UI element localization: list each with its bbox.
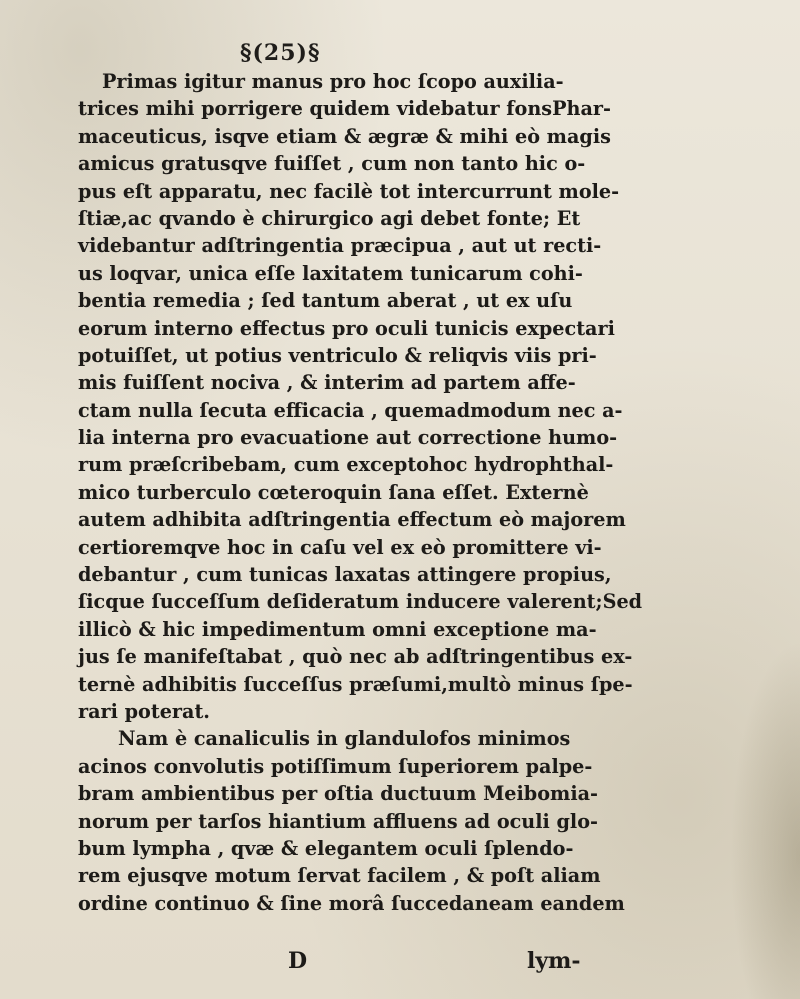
text-line: ctam nulla ſecuta efficacia , quemadmodum nec a- <box>78 398 623 422</box>
text-line: acinos convolutis potiſſimum ſuperiorem palpe- <box>78 754 593 778</box>
text-line: maceuticus, isqve etiam & ægræ & mihi eò magis <box>78 124 611 148</box>
body-text <box>78 68 678 917</box>
page-stain <box>730 640 800 999</box>
text-line: mis fuiſſent nociva , & interim ad partem affe- <box>78 371 576 395</box>
text-line: bram ambientibus per oſtia ductuum Meibomia- <box>78 782 599 806</box>
text-line: Primas igitur manus pro hoc ſcopo auxilia- <box>102 70 564 93</box>
text-line: videbantur adſtringentia præcipua , aut ut recti- <box>78 234 602 258</box>
text-line: bentia remedia ; ſed tantum aberat , ut ex uſu <box>78 289 573 313</box>
text-line: pus eſt apparatu, nec facilè tot intercurrunt mole- <box>78 179 620 203</box>
text-line: ternè adhibitis ſucceſſus præſumi,multò minus ſpe- <box>78 672 633 696</box>
text-line: mico turberculo cœteroquin ſana eſſet. Externè <box>78 480 589 504</box>
text-line: norum per tarſos hiantium affluens ad oculi glo- <box>78 809 598 833</box>
text-line: certioremqve hoc in caſu vel ex eò promittere vi- <box>78 535 602 559</box>
text-line: rem ejusqve motum ſervat facilem , & poſt aliam <box>78 864 601 888</box>
signature-mark: D <box>288 948 308 974</box>
text-line: rari poterat. <box>78 699 210 723</box>
text-line: trices mihi porrigere quidem videbatur fonsPhar- <box>78 97 611 121</box>
text-line: ſicque ſucceſſum deſideratum inducere valerent;Sed <box>78 590 643 614</box>
catchword: lym- <box>527 948 581 974</box>
text-line: rum præſcribebam, cum exceptohoc hydrophthal- <box>78 453 614 477</box>
text-line: bum lympha , qvæ & elegantem oculi ſplendo- <box>78 836 574 860</box>
text-line: ſtiæ,ac qvando è chirurgico agi debet fonte; Et <box>78 206 581 230</box>
text-line: ordine continuo & ſine morâ ſuccedaneam eandem <box>78 891 625 915</box>
text-line: eorum interno effectus pro oculi tunicis expectari <box>78 316 615 340</box>
text-line: jus ſe manifeſtabat , quò nec ab adſtringentibus ex- <box>78 645 633 669</box>
text-line: autem adhibita adſtringentia effectum eò majorem <box>78 508 626 532</box>
text-line: debantur , cum tunicas laxatas attingere propius, <box>78 563 612 587</box>
text-line: Nam è canaliculis in glandulofos minimos <box>118 727 571 751</box>
text-line: illicò & hic impedimentum omni exceptione ma- <box>78 617 597 641</box>
text-line: amicus gratusqve fuiſſet , cum non tanto hic o- <box>78 152 586 176</box>
page-header-ornament: §(25)§ <box>240 40 321 66</box>
text-line: potuiſſet, ut potius ventriculo & reliqvis viis pri- <box>78 343 597 367</box>
text-line: us loqvar, unica eſſe laxitatem tunicarum cohi- <box>78 261 583 285</box>
text-line: lia interna pro evacuatione aut correctione humo- <box>78 426 618 450</box>
